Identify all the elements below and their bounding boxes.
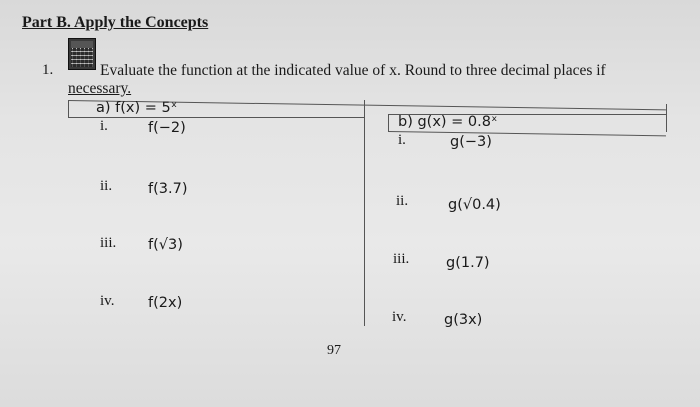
right-header-bottom-rule [388, 131, 666, 136]
left-item-3-label: iii. [100, 235, 117, 251]
left-item-4-expr: f(2x) [148, 295, 183, 311]
part-title: Part B. Apply the Concepts [22, 14, 209, 31]
left-header-bottom-rule [68, 117, 364, 118]
left-item-4-label: iv. [100, 293, 115, 309]
right-header: b) g(x) = 0.8ˣ [398, 114, 498, 130]
column-divider [364, 100, 365, 326]
left-item-2-label: ii. [100, 178, 113, 194]
page-number: 97 [327, 343, 341, 358]
right-item-1-expr: g(−3) [450, 134, 492, 150]
right-item-4-label: iv. [392, 309, 407, 325]
right-item-1-label: i. [398, 132, 406, 148]
instruction-line-2: necessary. [68, 80, 132, 97]
right-item-4-expr: g(3x) [444, 312, 483, 328]
right-item-3-expr: g(1.7) [446, 255, 490, 271]
instruction-line-1: Evaluate the function at the indicated value of x. Round to three decimal places if [100, 62, 606, 79]
calculator-icon [68, 38, 96, 70]
left-item-2-expr: f(3.7) [148, 181, 188, 197]
table-right-rule [666, 104, 667, 132]
left-item-3-expr: f(√3) [148, 237, 183, 253]
right-item-3-label: iii. [393, 251, 410, 267]
left-item-1-expr: f(−2) [148, 120, 186, 136]
right-item-2-label: ii. [396, 193, 409, 209]
right-item-2-expr: g(√0.4) [448, 197, 501, 213]
question-number: 1. [42, 62, 54, 78]
left-item-1-label: i. [100, 118, 108, 134]
left-header: a) f(x) = 5ˣ [96, 100, 178, 116]
table-left-rule [68, 100, 69, 118]
right-header-left-rule [388, 114, 389, 132]
